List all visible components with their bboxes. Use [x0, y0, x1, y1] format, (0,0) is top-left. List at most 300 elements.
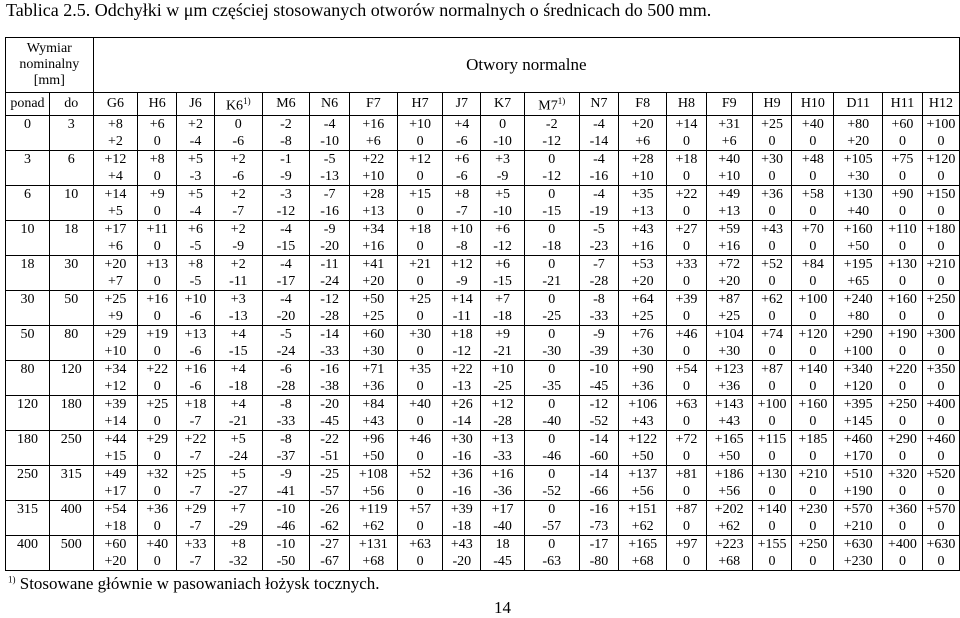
deviation-cell: [214, 220, 262, 255]
upper-deviation: +72: [718, 256, 741, 272]
lower-deviation: -4: [189, 133, 202, 149]
deviation-cell: [262, 535, 310, 570]
upper-deviation: +22: [450, 361, 473, 377]
deviation-cell: [524, 325, 579, 360]
upper-deviation: +12: [491, 396, 514, 412]
upper-deviation: +4: [454, 116, 470, 132]
lower-deviation: -10: [493, 133, 512, 149]
lower-deviation: -63: [542, 553, 562, 569]
upper-deviation: +29: [104, 326, 127, 342]
lower-deviation: +68: [631, 553, 654, 569]
lower-deviation: 0: [682, 378, 690, 394]
lower-deviation: +5: [108, 203, 123, 219]
lower-deviation: +20: [718, 273, 741, 289]
deviation-cell: [397, 255, 443, 290]
deviation-cell: [706, 185, 752, 220]
deviation-cell: [667, 535, 707, 570]
upper-deviation: -10: [276, 536, 296, 552]
lower-deviation: 0: [937, 413, 945, 429]
lower-deviation: +25: [718, 308, 741, 324]
lower-deviation: -15: [542, 203, 562, 219]
upper-deviation: +31: [718, 116, 741, 132]
lower-deviation: +30: [718, 343, 741, 359]
lower-deviation: -32: [228, 553, 248, 569]
deviation-cell: [349, 325, 397, 360]
deviation-cell: [93, 325, 138, 360]
lower-deviation: -21: [493, 343, 512, 359]
lower-deviation: -7: [189, 518, 202, 534]
lower-deviation: 0: [153, 553, 161, 569]
lower-deviation: -33: [276, 413, 296, 429]
lower-deviation: -16: [589, 168, 609, 184]
upper-deviation: +123: [714, 361, 744, 377]
deviation-cell: [349, 290, 397, 325]
upper-deviation: +6: [149, 116, 165, 132]
lower-deviation: -7: [189, 483, 202, 499]
deviation-cell: [397, 290, 443, 325]
lower-deviation: -20: [320, 238, 339, 254]
lower-deviation: 0: [937, 518, 945, 534]
deviation-cell: [883, 360, 923, 395]
upper-deviation: +120: [926, 151, 956, 167]
lower-deviation: -23: [589, 238, 609, 254]
dimension-to: 180: [49, 395, 93, 430]
lower-deviation: -33: [320, 343, 339, 359]
lower-deviation: -14: [589, 133, 609, 149]
upper-deviation: +28: [362, 186, 385, 202]
deviation-cell: [177, 465, 215, 500]
upper-deviation: 18: [495, 536, 510, 552]
dimension-to: 400: [49, 500, 93, 535]
deviation-cell: [349, 360, 397, 395]
lower-deviation: -6: [189, 378, 202, 394]
upper-deviation: +64: [631, 291, 654, 307]
upper-deviation: +2: [230, 256, 246, 272]
lower-deviation: 0: [937, 273, 945, 289]
upper-deviation: +39: [675, 291, 698, 307]
deviation-cell: [481, 430, 525, 465]
upper-deviation: 0: [548, 466, 556, 482]
col-header: G6: [93, 93, 138, 116]
deviation-cell: [138, 220, 177, 255]
upper-deviation: +48: [801, 151, 824, 167]
upper-deviation: +4: [230, 361, 246, 377]
col-header: F8: [619, 93, 667, 116]
lower-deviation: -12: [542, 133, 562, 149]
deviation-cell: [524, 535, 579, 570]
upper-deviation: +14: [104, 186, 127, 202]
upper-deviation: +90: [891, 186, 914, 202]
deviation-cell: [177, 535, 215, 570]
upper-deviation: +360: [888, 501, 917, 517]
upper-deviation: 0: [548, 221, 556, 237]
lower-deviation: 0: [416, 273, 424, 289]
deviation-cell: [922, 430, 959, 465]
lower-deviation: -9: [496, 168, 509, 184]
lower-deviation: -18: [493, 308, 512, 324]
lower-deviation: -37: [276, 448, 296, 464]
deviation-cell: [481, 325, 525, 360]
upper-deviation: +41: [362, 256, 385, 272]
lower-deviation: 0: [416, 133, 424, 149]
deviation-cell: [93, 115, 138, 150]
deviation-cell: [443, 535, 481, 570]
deviation-cell: [397, 185, 443, 220]
upper-deviation: +350: [926, 361, 956, 377]
lower-deviation: -7: [189, 448, 202, 464]
deviation-cell: [177, 430, 215, 465]
upper-deviation: +75: [891, 151, 914, 167]
upper-deviation: +11: [146, 221, 168, 237]
upper-deviation: -8: [280, 431, 292, 447]
lower-deviation: -13: [320, 168, 339, 184]
deviation-cell: [706, 535, 752, 570]
table-row: [6, 325, 960, 360]
upper-deviation: +36: [146, 501, 169, 517]
col-header: M6: [262, 93, 310, 116]
dimension-from: 180: [6, 430, 50, 465]
upper-deviation: -5: [593, 221, 605, 237]
upper-deviation: +40: [146, 536, 169, 552]
table-body: [6, 115, 960, 570]
deviation-cell: [397, 395, 443, 430]
lower-deviation: +36: [362, 378, 385, 394]
deviation-cell: [138, 500, 177, 535]
upper-deviation: +400: [926, 396, 956, 412]
lower-deviation: +120: [843, 378, 873, 394]
upper-deviation: +2: [188, 116, 203, 132]
lower-deviation: 0: [682, 343, 690, 359]
lower-deviation: -3: [189, 168, 202, 184]
upper-deviation: -26: [320, 501, 339, 517]
dimension-to: 3: [49, 115, 93, 150]
deviation-cell: [214, 115, 262, 150]
deviation-cell: [834, 150, 883, 185]
col-header: K6$^{1)}$: [214, 93, 262, 116]
deviation-cell: [834, 185, 883, 220]
col-header: H12: [922, 93, 959, 116]
lower-deviation: -60: [589, 448, 609, 464]
table-row: [6, 115, 960, 150]
upper-deviation: -25: [320, 466, 339, 482]
upper-deviation: +60: [891, 116, 914, 132]
footnote-marker: 1): [557, 96, 566, 106]
upper-deviation: -12: [589, 396, 609, 412]
lower-deviation: -66: [589, 483, 609, 499]
upper-deviation: +80: [847, 116, 870, 132]
deviation-cell: [752, 535, 792, 570]
deviation-cell: [177, 360, 215, 395]
deviation-cell: [667, 325, 707, 360]
deviation-cell: [752, 325, 792, 360]
upper-deviation: +17: [491, 501, 514, 517]
upper-deviation: +58: [801, 186, 824, 202]
lower-deviation: 0: [768, 483, 776, 499]
deviation-cell: [214, 255, 262, 290]
upper-deviation: +520: [926, 466, 956, 482]
lower-deviation: +7: [108, 273, 123, 289]
deviation-cell: [792, 500, 834, 535]
lower-deviation: -30: [542, 343, 562, 359]
deviation-cell: [138, 430, 177, 465]
lower-deviation: +10: [718, 168, 741, 184]
upper-deviation: +130: [843, 186, 873, 202]
lower-deviation: +13: [718, 203, 741, 219]
upper-deviation: -12: [320, 291, 339, 307]
lower-deviation: 0: [937, 343, 945, 359]
upper-deviation: +35: [409, 361, 432, 377]
deviation-cell: [706, 430, 752, 465]
lower-deviation: -9: [232, 238, 245, 254]
upper-deviation: +25: [184, 466, 207, 482]
deviation-cell: [524, 430, 579, 465]
deviation-cell: [834, 500, 883, 535]
deviation-cell: [579, 185, 619, 220]
upper-deviation: +60: [104, 536, 127, 552]
lower-deviation: +13: [362, 203, 385, 219]
deviation-cell: [138, 150, 177, 185]
lower-deviation: +170: [843, 448, 873, 464]
deviation-cell: [922, 150, 959, 185]
upper-deviation: +120: [798, 326, 828, 342]
upper-deviation: -14: [320, 326, 339, 342]
upper-deviation: +290: [843, 326, 873, 342]
deviation-cell: [706, 115, 752, 150]
lower-deviation: 0: [809, 238, 817, 254]
deviation-cell: [310, 360, 350, 395]
deviation-cell: [883, 325, 923, 360]
deviation-cell: [579, 430, 619, 465]
lower-deviation: -18: [452, 518, 472, 534]
col-header: H10: [792, 93, 834, 116]
dimension-to: 30: [49, 255, 93, 290]
deviation-cell: [310, 325, 350, 360]
dimension-to: 6: [49, 150, 93, 185]
lower-deviation: -6: [455, 168, 468, 184]
dimension-from: 10: [6, 220, 50, 255]
lower-deviation: 0: [682, 133, 690, 149]
upper-deviation: +26: [450, 396, 473, 412]
upper-deviation: +2: [230, 221, 246, 237]
table-row: [6, 360, 960, 395]
dimension-to: 50: [49, 290, 93, 325]
deviation-cell: [481, 395, 525, 430]
deviation-cell: [619, 185, 667, 220]
deviation-cell: [310, 535, 350, 570]
deviation-cell: [619, 150, 667, 185]
upper-deviation: -6: [280, 361, 292, 377]
deviation-cell: [310, 185, 350, 220]
deviation-cell: [619, 500, 667, 535]
lower-deviation: -41: [276, 483, 296, 499]
upper-deviation: +119: [359, 501, 388, 517]
upper-deviation: +20: [104, 256, 127, 272]
deviation-cell: [262, 360, 310, 395]
deviation-cell: [524, 290, 579, 325]
deviation-cell: [177, 290, 215, 325]
lower-deviation: +43: [718, 413, 741, 429]
lower-deviation: +36: [718, 378, 741, 394]
upper-deviation: 0: [548, 501, 556, 517]
lower-deviation: +145: [843, 413, 873, 429]
deviation-cell: [834, 115, 883, 150]
dimension-to: 315: [49, 465, 93, 500]
upper-deviation: +97: [675, 536, 698, 552]
lower-deviation: 0: [153, 238, 161, 254]
upper-deviation: +240: [843, 291, 873, 307]
lower-deviation: -6: [189, 308, 202, 324]
col-header-to: do: [49, 93, 93, 116]
upper-deviation: +108: [358, 466, 388, 482]
upper-deviation: +8: [454, 186, 470, 202]
deviation-cell: [138, 395, 177, 430]
lower-deviation: 0: [768, 378, 776, 394]
deviation-cell: [93, 465, 138, 500]
lower-deviation: -12: [276, 203, 296, 219]
lower-deviation: +56: [718, 483, 741, 499]
deviation-cell: [752, 255, 792, 290]
upper-deviation: +6: [454, 151, 470, 167]
deviation-cell: [177, 185, 215, 220]
deviation-cell: [262, 395, 310, 430]
deviation-cell: [524, 465, 579, 500]
lower-deviation: 0: [416, 483, 424, 499]
deviation-cell: [834, 535, 883, 570]
lower-deviation: 0: [682, 273, 690, 289]
lower-deviation: +14: [104, 413, 127, 429]
deviation-cell: [752, 360, 792, 395]
upper-deviation: +2: [230, 151, 246, 167]
upper-deviation: -9: [323, 221, 336, 237]
deviation-cell: [310, 255, 350, 290]
deviation-cell: [310, 395, 350, 430]
upper-deviation: +195: [843, 256, 873, 272]
lower-deviation: +43: [631, 413, 654, 429]
upper-deviation: 0: [548, 186, 556, 202]
deviation-cell: [883, 185, 923, 220]
lower-deviation: 0: [768, 238, 776, 254]
lower-deviation: 0: [153, 273, 161, 289]
deviation-cell: [443, 115, 481, 150]
upper-deviation: +137: [628, 466, 658, 482]
upper-deviation: +165: [714, 431, 744, 447]
deviation-cell: [524, 360, 579, 395]
deviation-cell: [667, 185, 707, 220]
lower-deviation: +10: [104, 343, 127, 359]
lower-deviation: -10: [493, 203, 512, 219]
table-row: [6, 185, 960, 220]
deviation-cell: [792, 115, 834, 150]
upper-deviation: -17: [589, 536, 609, 552]
upper-deviation: +9: [495, 326, 511, 342]
upper-deviation: +44: [104, 431, 127, 447]
deviation-cell: [579, 500, 619, 535]
deviation-cell: [262, 290, 310, 325]
lower-deviation: 0: [768, 448, 776, 464]
lower-deviation: -18: [228, 378, 248, 394]
lower-deviation: -7: [455, 203, 468, 219]
deviation-cell: [481, 290, 525, 325]
lower-deviation: -57: [542, 518, 562, 534]
upper-deviation: +143: [714, 396, 744, 412]
upper-deviation: +160: [888, 291, 917, 307]
lower-deviation: +190: [843, 483, 873, 499]
deviation-cell: [706, 500, 752, 535]
upper-deviation: +115: [757, 431, 787, 447]
upper-deviation: -14: [589, 466, 609, 482]
upper-deviation: +105: [843, 151, 873, 167]
deviation-cell: [443, 465, 481, 500]
lower-deviation: +20: [847, 133, 870, 149]
upper-deviation: 0: [234, 116, 242, 132]
deviation-cell: [834, 220, 883, 255]
upper-deviation: +230: [798, 501, 828, 517]
upper-deviation: -16: [320, 361, 339, 377]
upper-deviation: +210: [926, 256, 956, 272]
upper-deviation: +57: [409, 501, 432, 517]
upper-deviation: +90: [631, 361, 654, 377]
deviation-cell: [619, 290, 667, 325]
lower-deviation: 0: [153, 203, 161, 219]
deviation-cell: [443, 325, 481, 360]
upper-deviation: +22: [362, 151, 385, 167]
deviation-cell: [310, 430, 350, 465]
upper-deviation: -2: [280, 116, 292, 132]
lower-deviation: 0: [937, 308, 945, 324]
deviation-cell: [922, 255, 959, 290]
upper-deviation: +151: [628, 501, 658, 517]
upper-deviation: +14: [450, 291, 473, 307]
upper-deviation: 0: [548, 151, 556, 167]
deviation-cell: [93, 220, 138, 255]
table-row: [6, 290, 960, 325]
deviation-cell: [619, 395, 667, 430]
deviation-cell: [443, 150, 481, 185]
lower-deviation: -57: [320, 483, 339, 499]
deviation-cell: [667, 290, 707, 325]
deviation-cell: [834, 395, 883, 430]
lower-deviation: +56: [631, 483, 654, 499]
lower-deviation: 0: [898, 518, 906, 534]
lower-deviation: -6: [232, 168, 245, 184]
upper-deviation: +87: [718, 291, 741, 307]
col-header: F7: [349, 93, 397, 116]
lower-deviation: 0: [809, 308, 817, 324]
upper-deviation: +100: [798, 291, 828, 307]
deviation-cell: [93, 500, 138, 535]
upper-deviation: -8: [280, 396, 292, 412]
upper-deviation: +59: [718, 221, 741, 237]
lower-deviation: 0: [898, 168, 906, 184]
upper-deviation: +17: [104, 221, 127, 237]
deviation-cell: [177, 325, 215, 360]
upper-deviation: +9: [149, 186, 165, 202]
upper-deviation: +18: [450, 326, 473, 342]
lower-deviation: -7: [189, 413, 202, 429]
lower-deviation: -21: [542, 273, 562, 289]
lower-deviation: 0: [153, 413, 161, 429]
deviation-cell: [177, 220, 215, 255]
col-header: N7: [579, 93, 619, 116]
deviation-cell: [922, 220, 959, 255]
deviation-cell: [397, 360, 443, 395]
lower-deviation: +16: [631, 238, 654, 254]
lower-deviation: 0: [416, 378, 424, 394]
deviation-cell: [349, 115, 397, 150]
deviation-cell: [752, 220, 792, 255]
upper-deviation: +34: [104, 361, 127, 377]
deviation-cell: [706, 395, 752, 430]
